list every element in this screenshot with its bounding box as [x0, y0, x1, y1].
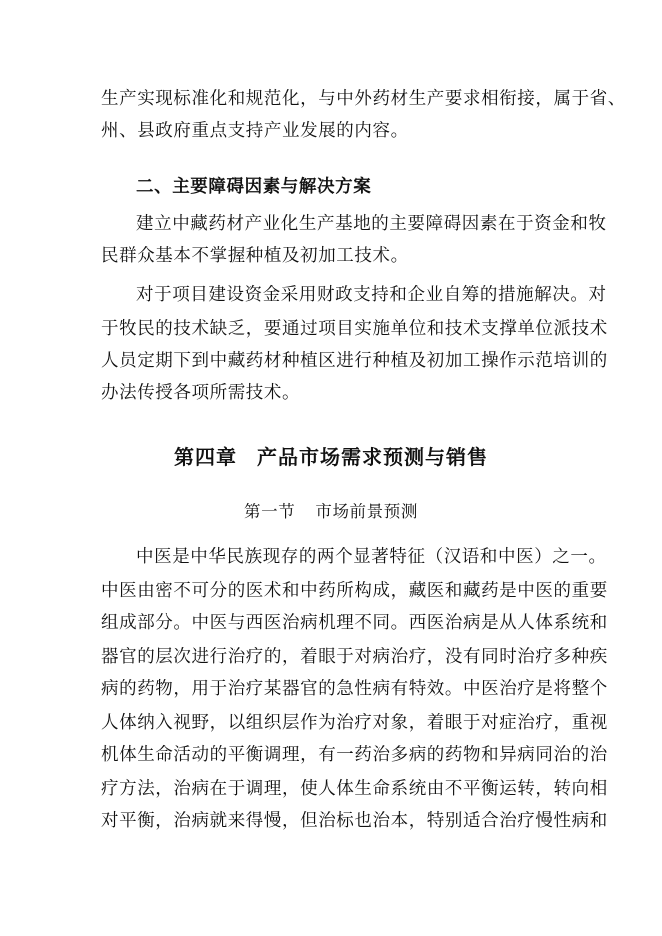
- body-line-2: 中医由密不可分的医术和中药所构成，藏医和藏药是中医的重要: [101, 581, 608, 601]
- body-line-3: 组成部分。中医与西医治病机理不同。西医治病是从人体系统和: [101, 613, 608, 633]
- para1-line-1: 建立中藏药材产业化生产基地的主要障碍因素在于资金和牧: [136, 214, 607, 234]
- chapter-heading: [0, 441, 662, 470]
- body-line-5: 病的药物，用于治疗某器官的急性病有特效。中医治疗是将整个: [101, 679, 608, 699]
- body-line-9: 对平衡，治病就来得慢，但治标也治本，特别适合治疗慢性病和: [101, 811, 608, 831]
- body-line-4: 器官的层次进行治疗的，着眼于对病治疗，没有同时治疗多种疾: [101, 647, 608, 667]
- continuation-line-2: 州、县政府重点支持产业发展的内容。: [101, 121, 409, 141]
- section-heading: [0, 498, 662, 522]
- para2-line-3: 人员定期下到中藏药材种植区进行种植及初加工操作示范培训的: [101, 351, 608, 371]
- para2-line-2: 于牧民的技术缺乏，要通过项目实施单位和技术支撑单位派技术: [101, 319, 608, 339]
- body-line-6: 人体纳入视野，以组织层作为治疗对象，着眼于对症治疗，重视: [101, 713, 608, 733]
- para2-line-4: 办法传授各项所需技术。: [101, 383, 301, 403]
- section-two-heading: 二、主要障碍因素与解决方案: [136, 177, 372, 197]
- body-line-8: 疗方法，治病在于调理，使人体生命系统由不平衡运转，转向相: [101, 779, 608, 799]
- para2-line-1: 对于项目建设资金采用财政支持和企业自筹的措施解决。对: [136, 285, 607, 305]
- chapter-number: 第四章: [174, 445, 237, 469]
- body-line-1: 中医是中华民族现存的两个显著特征（汉语和中医）之一。: [136, 547, 607, 567]
- para1-line-2: 民群众基本不掌握种植及初加工技术。: [101, 246, 409, 266]
- chapter-title: 产品市场需求预测与销售: [257, 445, 488, 469]
- section-number: 第一节: [244, 502, 296, 521]
- body-line-7: 机体生命活动的平衡调理，有一药治多病的药物和异病同治的治: [101, 745, 608, 765]
- continuation-line-1: 生产实现标准化和规范化，与中外药材生产要求相衔接，属于省、: [101, 89, 626, 109]
- section-title: 市场前景预测: [315, 502, 418, 521]
